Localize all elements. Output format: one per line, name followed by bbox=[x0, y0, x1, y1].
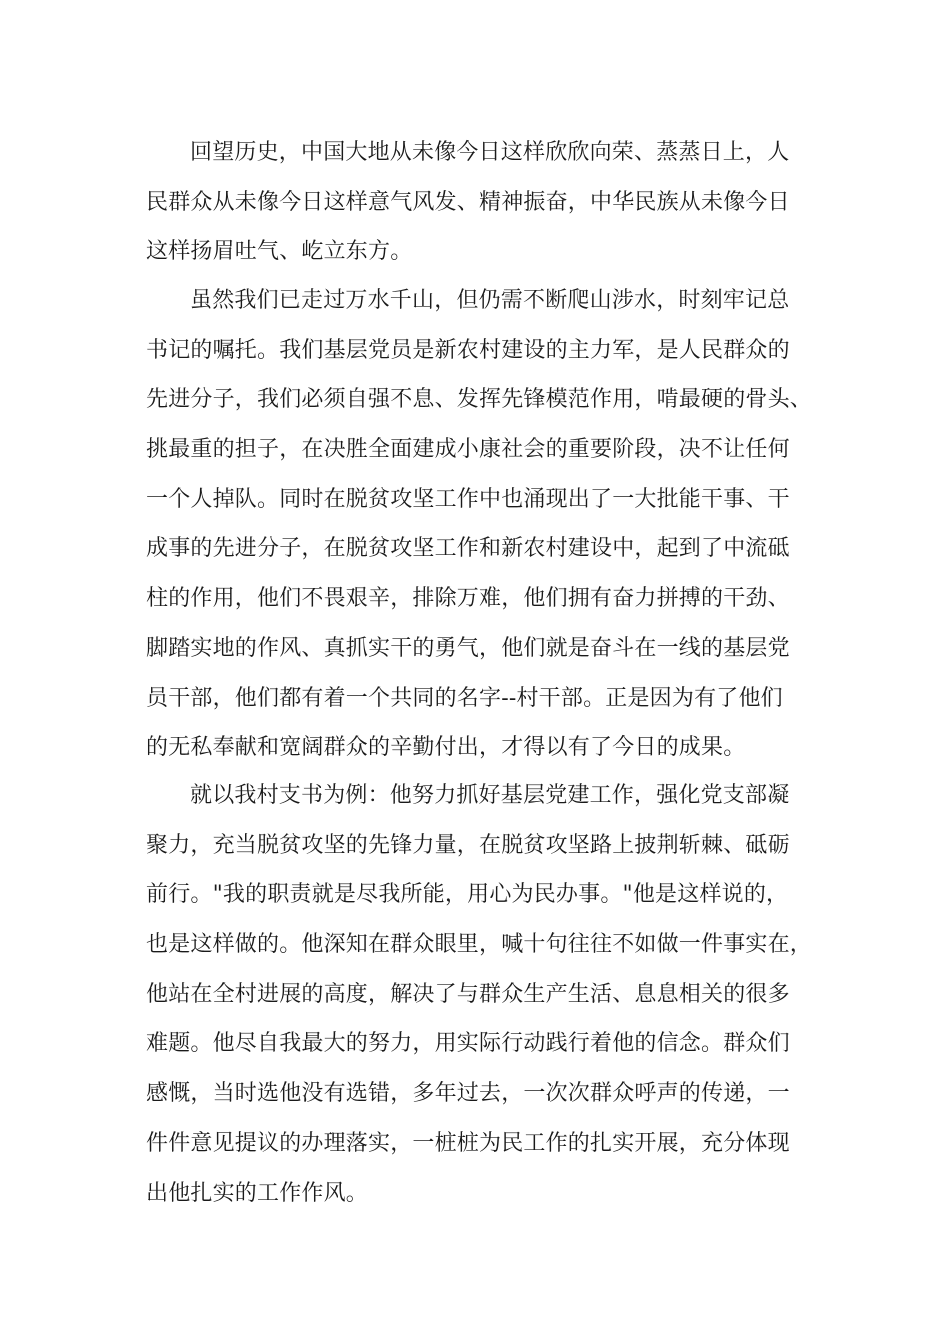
paragraph-line: 感慨，当时选他没有选错，多年过去，一次次群众呼声的传递，一 bbox=[146, 1081, 790, 1107]
paragraph-line: 也是这样做的。他深知在群众眼里，喊十句往往不如做一件事实在， bbox=[146, 932, 813, 958]
paragraph-line: 他站在全村进展的高度，解决了与群众生产生活、息息相关的很多 bbox=[146, 981, 790, 1007]
paragraph-line: 出他扎实的工作作风。 bbox=[146, 1180, 369, 1206]
paragraph-line: 成事的先进分子，在脱贫攻坚工作和新农村建设中，起到了中流砥 bbox=[146, 536, 790, 562]
paragraph-line: 脚踏实地的作风、真抓实干的勇气，他们就是奋斗在一线的基层党 bbox=[146, 635, 790, 661]
paragraph-line: 的无私奉献和宽阔群众的辛勤付出，才得以有了今日的成果。 bbox=[146, 735, 746, 761]
paragraph-line: 回望历史，中国大地从未像今日这样欣欣向荣、蒸蒸日上，人 bbox=[190, 140, 790, 165]
paragraph-line: 虽然我们已走过万水千山，但仍需不断爬山涉水，时刻牢记总 bbox=[190, 288, 790, 313]
paragraph-village-secretary bbox=[146, 771, 814, 1218]
paragraph-line: 先进分子，我们必须自强不息、发挥先锋模范作用，啃最硬的骨头、 bbox=[146, 387, 813, 413]
paragraph-line: 柱的作用，他们不畏艰辛，排除万难，他们拥有奋力拼搏的干劲、 bbox=[146, 586, 790, 612]
paragraph-line: 前行。"我的职责就是尽我所能，用心为民办事。"他是这样说的， bbox=[146, 882, 789, 908]
paragraph-line: 件件意见提议的办理落实，一桩桩为民工作的扎实开展，充分体现 bbox=[146, 1130, 790, 1156]
paragraph-line: 一个人掉队。同时在脱贫攻坚工作中也涌现出了一大批能干事、干 bbox=[146, 486, 790, 512]
paragraph-line: 书记的嘱托。我们基层党员是新农村建设的主力军，是人民群众的 bbox=[146, 337, 790, 363]
paragraph-line: 难题。他尽自我最大的努力，用实际行动践行着他的信念。群众们 bbox=[146, 1031, 790, 1057]
paragraph-line: 这样扬眉吐气、屹立东方。 bbox=[146, 239, 413, 265]
paragraph-line: 民群众从未像今日这样意气风发、精神振奋，中华民族从未像今日 bbox=[146, 189, 790, 215]
paragraph-history bbox=[146, 128, 814, 277]
paragraph-line: 员干部，他们都有着一个共同的名字--村干部。正是因为有了他们 bbox=[146, 685, 783, 711]
paragraph-line: 就以我村支书为例：他努力抓好基层党建工作，强化党支部凝 bbox=[190, 783, 790, 808]
paragraph-line: 聚力，充当脱贫攻坚的先锋力量，在脱贫攻坚路上披荆斩棘、砥砺 bbox=[146, 832, 790, 858]
paragraph-line: 挑最重的担子，在决胜全面建成小康社会的重要阶段，决不让任何 bbox=[146, 437, 790, 463]
paragraph-party-members bbox=[146, 276, 814, 773]
